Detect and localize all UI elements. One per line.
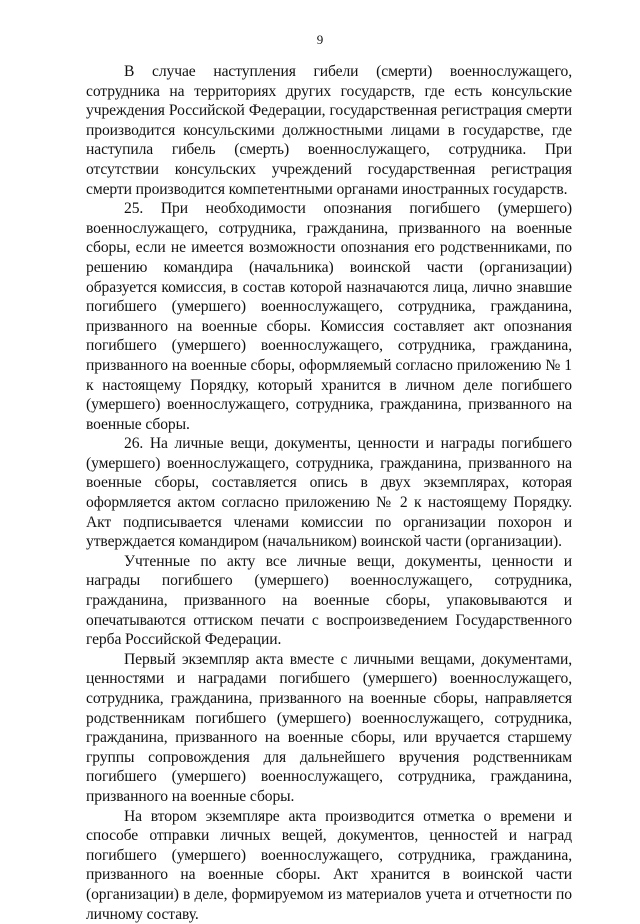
paragraph-second-copy: На втором экземпляре акта производится отметка о времени и способе отправки личных вещей, документов, ценностей и наград погибшего (умершего) военнослужащего, сотрудника, гражданина, призванного на военные сборы. Акт хранится в воинской части (организации) в деле, формируемом из материалов учета и отчетности по личному составу.	[86, 807, 572, 923]
page-number: 9	[316, 32, 324, 47]
paragraph-sealing: Учтенные по акту все личные вещи, документы, ценности и награды погибшего (умершего) военнослужащего, сотрудника, гражданина, призванного на военные сборы, упаковываются и опечатываются оттиском печати с воспроизведением Государственного герба Российской Федерации.	[86, 552, 572, 649]
paragraph-first-copy: Первый экземпляр акта вместе с личными вещами, документами, ценностями и наградами погибшего (умершего) военнослужащего, сотрудника, гражданина, призванного на военные сборы, направляется родственникам погибшего (умершего) военнослужащего, сотрудника, гражданина, призванного на военные сборы, или вручается старшему группы сопровождения для дальнейшего вручения родственникам погибшего (умершего) военнослужащего, сотрудника, гражданина, призванного на военные сборы.	[86, 650, 572, 805]
document-body	[86, 62, 572, 924]
paragraph-25-identification: 25. При необходимости опознания погибшего (умершего) военнослужащего, сотрудника, гражданина, призванного на военные сборы, если не имеется возможности опознания его родственниками, по решению командира (начальника) воинской части (организации) образуется комиссия, в состав которой назначаются лица, лично знавшие погибшего (умершего) военнослужащего, сотрудника, гражданина, призванного на военные сборы. Комиссия составляет акт опознания погибшего (умершего) военнослужащего, сотрудника, гражданина, призванного на военные сборы, оформляемый согласно приложению № 1 к настоящему Порядку, который хранится в личном деле погибшего (умершего) военнослужащего, сотрудника, гражданина, призванного на военные сборы.	[86, 200, 572, 433]
paragraph-consular-registration: В случае наступления гибели (смерти) военнослужащего, сотрудника на территориях других государств, где есть консульские учреждения Российской Федерации, государственная регистрация смерти производится консульскими должностными лицами в государстве, где наступила гибель (смерть) военнослужащего, сотрудника. При отсутствии консульских учреждений государственная регистрация смерти производится компетентными органами иностранных государств.	[86, 63, 572, 198]
paragraph-26-inventory: 26. На личные вещи, документы, ценности и награды погибшего (умершего) военнослужащего, сотрудника, гражданина, призванного на военные сборы, составляется опись в двух экземплярах, которая оформляется актом согласно приложению № 2 к настоящему Порядку. Акт подписывается членами комиссии по организации похорон и утверждается командиром (начальником) воинской части (организации).	[86, 435, 572, 551]
